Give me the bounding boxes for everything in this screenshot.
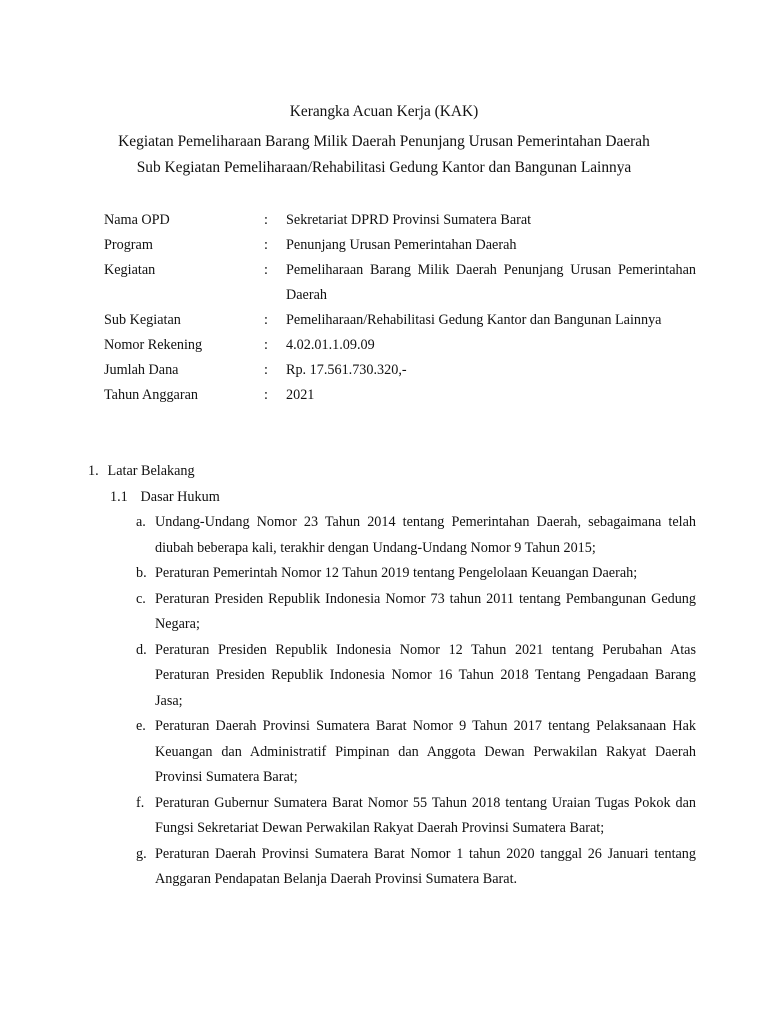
info-row-tahun-anggaran [104,383,696,408]
info-label: Tahun Anggaran [104,387,198,403]
info-colon: : [264,212,268,228]
list-marker: b. [136,565,147,581]
info-label: Sub Kegiatan [104,312,181,328]
list-item [136,714,696,791]
list-marker: g. [136,845,147,862]
list-text: Peraturan Daerah Provinsi Sumatera Barat Nomor 9 Tahun 2017 tentang Pelaksanaan Hak Keuangan dan Administratif Pimpinan dan Anggota Dewan Perwakilan Rakyat Daerah Provinsi Sumatera Barat; [155,718,696,785]
list-marker: d. [136,641,147,658]
list-marker: a. [136,514,146,530]
list-item [136,510,696,561]
info-row-program [104,233,696,258]
info-value: 2021 [286,387,315,403]
info-value: 4.02.01.1.09.09 [286,337,375,353]
list-text: Peraturan Daerah Provinsi Sumatera Barat Nomor 1 tahun 2020 tanggal 26 Januari tentang Anggaran Pendapatan Belanja Daerah Provinsi Sumatera Barat. [155,845,696,887]
list-text: Undang-Undang Nomor 23 Tahun 2014 tentang Pemerintahan Daerah, sebagaimana telah diubah beberapa kali, terakhir dengan Undang-Undang Nomor 9 Tahun 2015; [155,514,696,556]
subsection-title: Dasar Hukum [140,489,220,505]
info-colon: : [264,312,268,328]
section-title: Latar Belakang [107,463,195,479]
info-value: Sekretariat DPRD Provinsi Sumatera Barat [286,212,532,228]
sub-activity-title: Sub Kegiatan Pemeliharaan/Rehabilitasi Gedung Kantor dan Bangunan Lainnya [136,159,632,176]
info-row-jumlah-dana [104,358,696,383]
list-item [136,561,696,587]
list-text: Peraturan Pemerintah Nomor 12 Tahun 2019 tentang Pengelolaan Keuangan Daerah; [155,565,638,581]
info-label: Nomor Rekening [104,337,203,353]
list-item [136,842,696,893]
info-colon: : [264,362,268,378]
info-colon: : [264,262,268,278]
info-label: Kegiatan [104,262,156,278]
info-colon: : [264,337,268,353]
info-row-nomor-rekening [104,333,696,358]
section-heading [88,459,195,484]
info-label: Jumlah Dana [104,362,179,378]
legal-basis-list [136,510,696,893]
info-label: Program [104,237,153,253]
info-value: Rp. 17.561.730.320,- [286,362,407,378]
info-row-sub-kegiatan [104,308,696,333]
list-item [136,638,696,715]
list-marker: c. [136,590,146,607]
info-colon: : [264,387,268,403]
list-item [136,587,696,638]
info-row-kegiatan [104,258,696,308]
info-colon: : [264,237,268,253]
info-table [104,208,696,408]
list-marker: e. [136,718,146,734]
info-value: Pemeliharaan/Rehabilitasi Gedung Kantor dan Bangunan Lainnya [286,312,662,328]
info-label: Nama OPD [104,212,170,228]
list-item [136,791,696,842]
list-text: Peraturan Presiden Republik Indonesia Nomor 12 Tahun 2021 tentang Perubahan Atas Peraturan Presiden Republik Indonesia Nomor 16 Tahun 2018 Tentang Pengadaan Barang Jasa; [155,641,696,709]
info-row-nama-opd [104,208,696,233]
activity-title: Kegiatan Pemeliharaan Barang Milik Daerah Penunjang Urusan Pemerintahan Daerah [118,133,650,150]
list-marker: f. [136,794,145,811]
list-text: Peraturan Presiden Republik Indonesia Nomor 73 tahun 2011 tentang Pembangunan Gedung Negara; [155,590,696,632]
subsection-number: 1.1 [110,489,128,505]
document-title: Kerangka Acuan Kerja (KAK) [289,103,479,120]
info-value: Penunjang Urusan Pemerintahan Daerah [286,237,517,253]
subsection-heading [110,485,220,510]
list-text: Peraturan Gubernur Sumatera Barat Nomor 55 Tahun 2018 tentang Uraian Tugas Pokok dan Fungsi Sekretariat Dewan Perwakilan Rakyat Daerah Provinsi Sumatera Barat; [155,794,696,836]
info-value: Pemeliharaan Barang Milik Daerah Penunjang Urusan Pemerintahan Daerah [286,262,696,303]
section-number: 1. [88,463,99,479]
